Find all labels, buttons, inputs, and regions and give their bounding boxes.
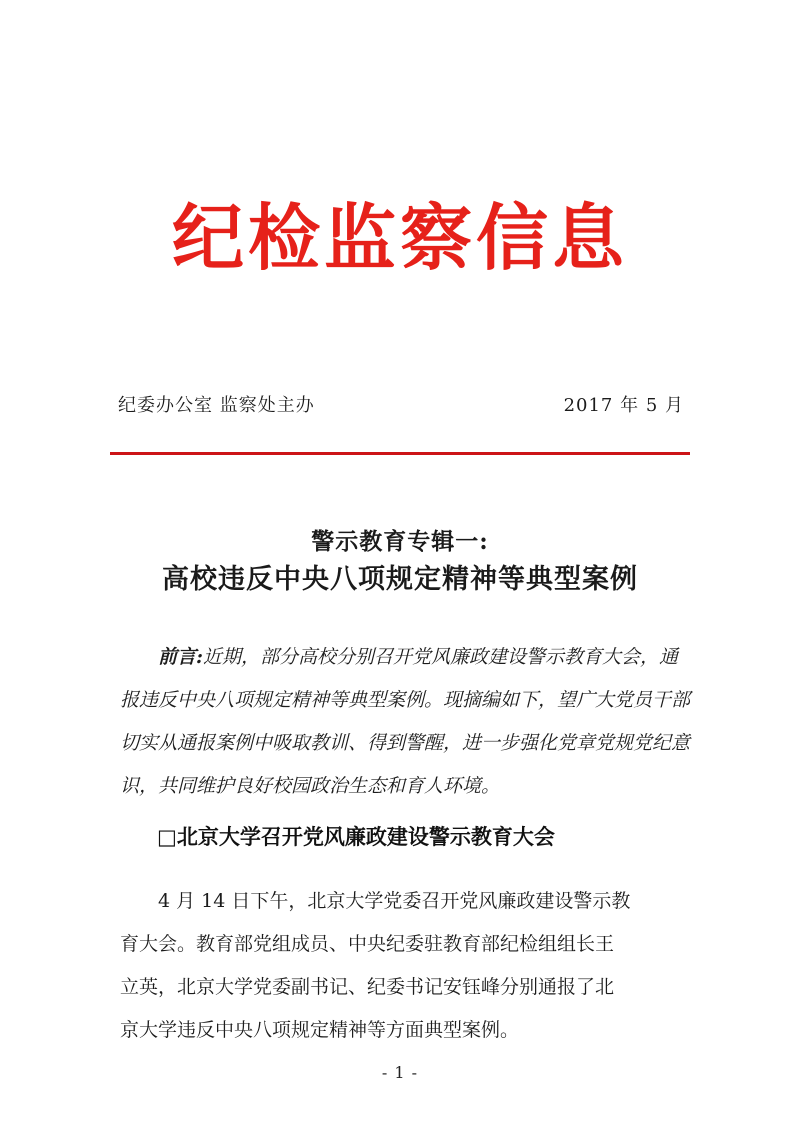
article-title-line-1: 警示教育专辑一: [311, 528, 489, 555]
preface-lead-label: 前言: [158, 646, 204, 668]
page-number-footer: - 1 - [381, 1063, 419, 1082]
body-line: 育大会。教育部党组成员、中央纪委驻教育部纪检组组长王 [120, 933, 615, 955]
square-bullet-icon: □ [157, 825, 177, 849]
byline-issuer: 纪委办公室 监察处主办 [118, 395, 315, 416]
byline-row [118, 392, 684, 422]
preface-line: 切实从通报案例中吸取教训、得到警醒，进一步强化党章党规党纪意 [120, 732, 691, 754]
section-heading-text: 北京大学召开党风廉政建设警示教育大会 [176, 825, 555, 849]
header-divider-rule [110, 452, 690, 455]
article-title-line-2: 高校违反中央八项规定精神等典型案例 [162, 564, 638, 595]
preface-line-text: 近期，部分高校分别召开党风廉政建设警示教育大会，通 [203, 646, 679, 668]
section-heading [157, 820, 687, 854]
body-paragraph [120, 880, 684, 1052]
body-line: 京大学违反中央八项规定精神等方面典型案例。 [120, 1019, 520, 1041]
preface-paragraph [120, 636, 691, 808]
masthead-title: 纪检监察信息 [171, 195, 628, 280]
body-line: 4 月 14 日下午，北京大学党委召开党风廉政建设警示教 [158, 890, 631, 912]
preface-line: 报违反中央八项规定精神等典型案例。现摘编如下，望广大党员干部 [120, 689, 691, 711]
byline-date: 2017 年 5 月 [563, 395, 684, 416]
preface-line [120, 636, 684, 679]
article-title-block [0, 524, 800, 600]
preface-line: 识，共同维护良好校园政治生态和育人环境。 [120, 775, 501, 797]
body-line: 立英，北京大学党委副书记、纪委书记安钰峰分别通报了北 [120, 976, 615, 998]
